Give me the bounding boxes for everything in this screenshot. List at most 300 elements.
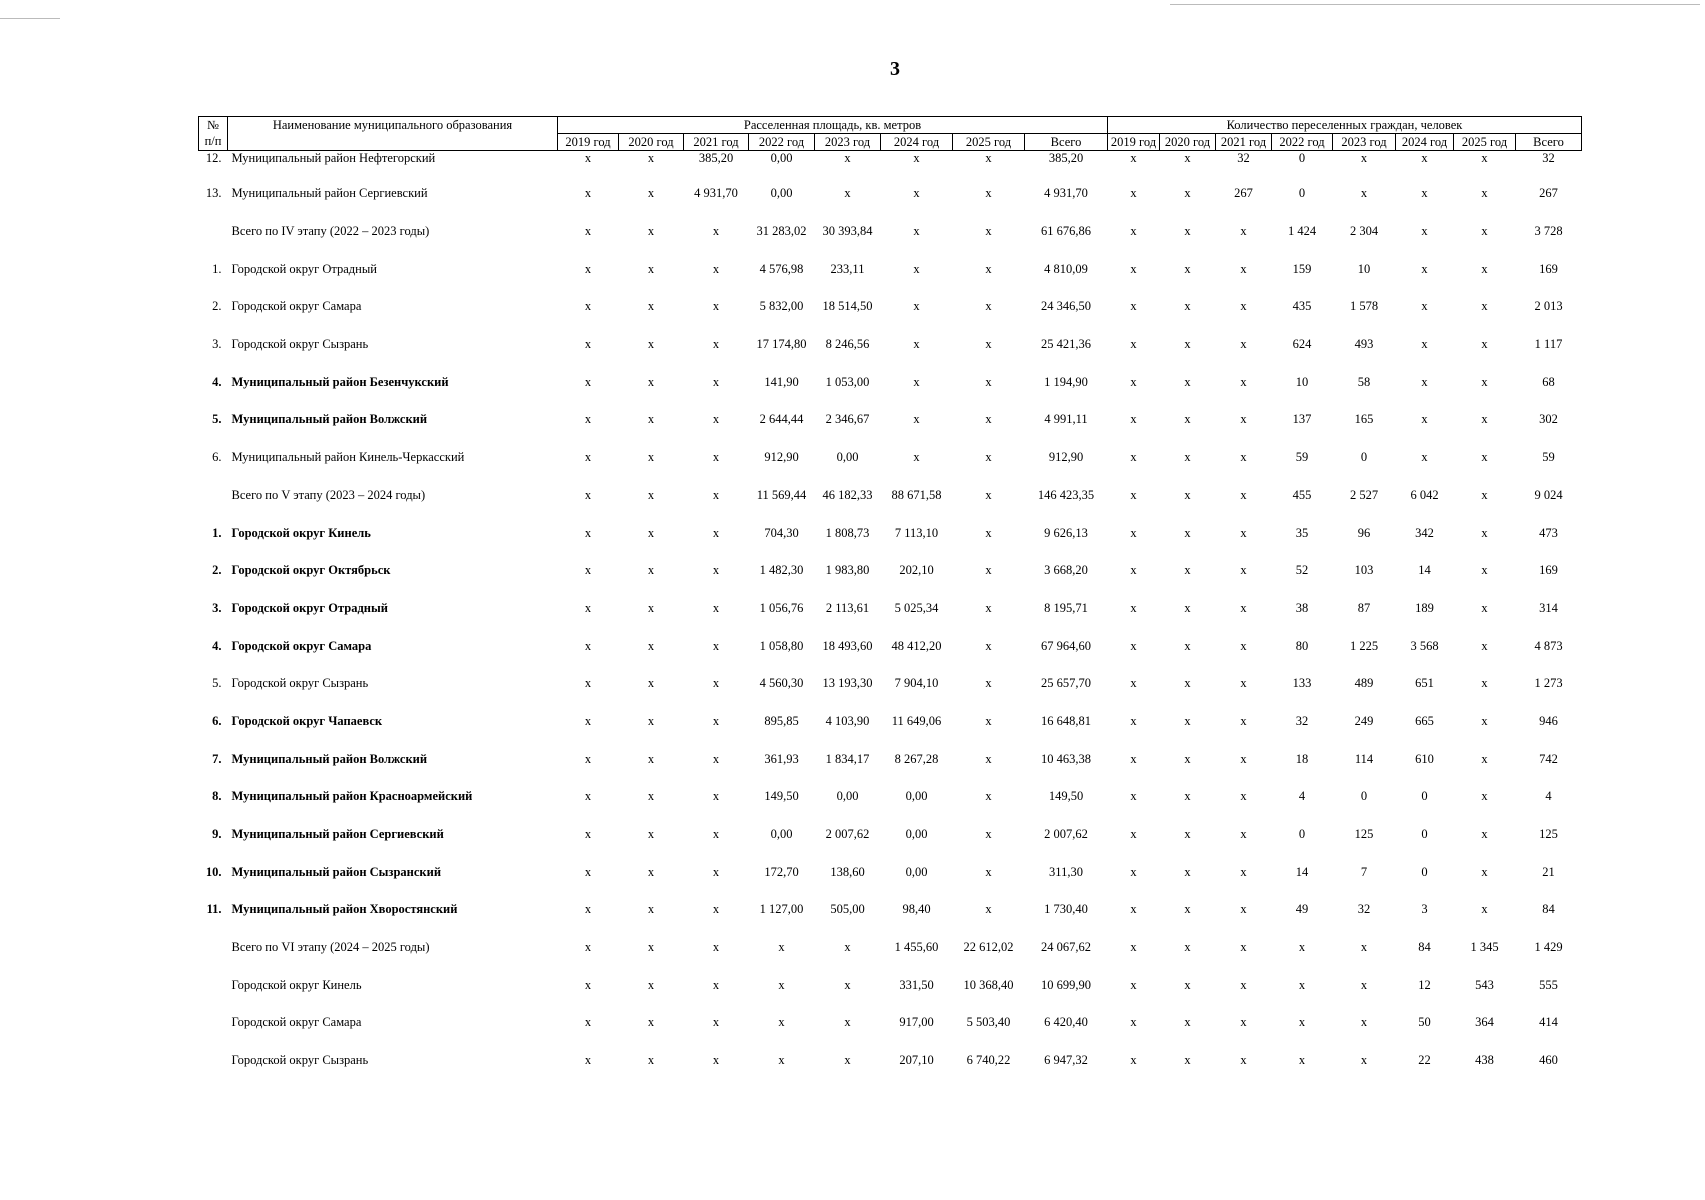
people-cell: 189 — [1415, 600, 1434, 615]
area-total-cell: 2 007,62 — [1044, 827, 1088, 842]
area-total-cell: 16 648,81 — [1041, 713, 1091, 728]
area-cell: х — [647, 713, 655, 728]
people-cell: х — [1184, 751, 1191, 766]
people-cell: 165 — [1354, 412, 1374, 427]
area-cell: х — [712, 713, 720, 728]
people-cell: 7 — [1360, 864, 1368, 879]
people-cell: 10 — [1295, 374, 1309, 389]
people-cell: 137 — [1292, 412, 1312, 427]
table-row — [199, 853, 1582, 891]
area-cell: х — [584, 337, 592, 352]
people-cell: 489 — [1354, 676, 1374, 691]
area-cell: х — [844, 186, 851, 201]
area-total-cell: 1 730,40 — [1044, 902, 1088, 917]
area-total-cell: 149,50 — [1048, 789, 1084, 804]
people-cell: 103 — [1354, 563, 1374, 578]
area-cell: х — [913, 151, 920, 165]
area-cell: 6 740,22 — [966, 1053, 1011, 1068]
table-row — [199, 175, 1582, 213]
header-num: № п/п — [199, 117, 228, 151]
row-number: 7. — [212, 751, 222, 766]
area-cell: х — [844, 977, 851, 992]
area-cell: х — [584, 1015, 592, 1030]
area-cell: х — [647, 864, 655, 879]
people-cell: х — [1240, 224, 1247, 239]
row-number: 12. — [205, 151, 222, 165]
row-number: 13. — [205, 186, 222, 201]
municipality-name: Всего по V этапу (2023 – 2024 годы) — [231, 487, 426, 502]
table-row — [199, 816, 1582, 854]
area-cell: 98,40 — [902, 902, 931, 917]
area-cell: 1 053,00 — [825, 374, 870, 389]
table-body — [199, 151, 1582, 1080]
people-cell: х — [1240, 676, 1247, 691]
area-cell: х — [985, 337, 992, 352]
people-cell: 80 — [1295, 638, 1309, 653]
people-cell: х — [1130, 902, 1137, 917]
table-row — [199, 778, 1582, 816]
people-cell: х — [1130, 977, 1137, 992]
people-cell: х — [1184, 374, 1191, 389]
people-cell: 159 — [1292, 261, 1312, 276]
area-cell: 5 025,34 — [894, 600, 939, 615]
people-cell: 32 — [1295, 713, 1309, 728]
area-cell: 149,50 — [764, 789, 799, 804]
area-cell: 202,10 — [899, 563, 934, 578]
people-cell: х — [1130, 186, 1137, 201]
row-number — [199, 1004, 228, 1042]
municipality-name: Городской округ Кинель — [231, 977, 362, 992]
people-cell: х — [1184, 525, 1191, 540]
municipality-name: Муниципальный район Волжский — [231, 412, 428, 427]
area-total-cell: 25 421,36 — [1041, 337, 1091, 352]
people-cell: х — [1298, 977, 1306, 992]
area-cell: 4 931,70 — [694, 186, 738, 201]
area-cell: 11 569,44 — [756, 487, 807, 502]
table-row — [199, 590, 1582, 628]
people-cell: х — [1130, 789, 1137, 804]
area-cell: 1 058,80 — [759, 638, 804, 653]
header-year: 2023 год — [1333, 134, 1396, 151]
people-cell: х — [1130, 450, 1137, 465]
people-cell: х — [1360, 186, 1368, 201]
area-total-cell: 24 346,50 — [1041, 299, 1091, 314]
area-cell: х — [985, 186, 992, 201]
municipality-name: Городской округ Самара — [231, 638, 372, 653]
people-cell: х — [1481, 450, 1488, 465]
people-cell: 22 — [1418, 1053, 1431, 1068]
people-cell: х — [1184, 676, 1191, 691]
municipality-name: Городской округ Октябрьск — [231, 563, 391, 578]
people-total-cell: 1 273 — [1534, 676, 1563, 691]
people-cell: х — [1184, 600, 1191, 615]
row-number: 5. — [212, 412, 222, 427]
people-total-cell: 169 — [1539, 563, 1558, 578]
area-cell: 172,70 — [764, 864, 799, 879]
area-cell: х — [584, 224, 592, 239]
area-cell: х — [913, 299, 920, 314]
resettlement-table — [198, 116, 1582, 1080]
people-cell: 249 — [1354, 713, 1374, 728]
people-cell: х — [1481, 525, 1488, 540]
row-number: 6. — [212, 713, 222, 728]
people-cell: х — [1240, 299, 1247, 314]
area-cell: х — [584, 487, 592, 502]
header-year: 2024 год — [881, 134, 953, 151]
area-total-cell: 9 626,13 — [1044, 525, 1088, 540]
municipality-name: Муниципальный район Красноармейский — [231, 789, 473, 804]
people-cell: х — [1481, 751, 1488, 766]
people-cell: х — [1240, 977, 1247, 992]
header-year: 2022 год — [1272, 134, 1333, 151]
people-cell: 10 — [1357, 261, 1371, 276]
area-cell: х — [712, 676, 720, 691]
area-cell: х — [647, 940, 655, 955]
people-cell: х — [1130, 374, 1137, 389]
table-row — [199, 477, 1582, 515]
area-cell: х — [584, 977, 592, 992]
people-total-cell: 946 — [1539, 713, 1558, 728]
area-cell: х — [985, 224, 992, 239]
people-cell: х — [1481, 713, 1488, 728]
table-row — [199, 703, 1582, 741]
people-cell: х — [1130, 827, 1137, 842]
people-cell: х — [1360, 1015, 1368, 1030]
people-cell: х — [1421, 151, 1428, 165]
area-cell: х — [647, 600, 655, 615]
people-cell: х — [1184, 151, 1191, 165]
area-cell: х — [985, 600, 992, 615]
people-cell: х — [1130, 864, 1137, 879]
area-total-cell: 67 964,60 — [1041, 638, 1091, 653]
area-cell: х — [913, 337, 920, 352]
people-cell: х — [1481, 864, 1488, 879]
header-name: Наименование муниципального образования — [228, 117, 558, 151]
row-number: 1. — [212, 261, 222, 276]
area-cell: х — [712, 600, 720, 615]
header-year: 2021 год — [684, 134, 749, 151]
people-total-cell: 414 — [1539, 1015, 1558, 1030]
table-row — [199, 627, 1582, 665]
people-cell: 84 — [1418, 940, 1431, 955]
people-cell: х — [1130, 487, 1137, 502]
people-cell: 0 — [1298, 151, 1306, 165]
area-cell: х — [584, 827, 592, 842]
area-cell: х — [647, 563, 655, 578]
area-total-cell: 4 991,11 — [1044, 412, 1088, 427]
area-cell: х — [584, 525, 592, 540]
people-cell: х — [1130, 600, 1137, 615]
people-cell: х — [1184, 940, 1191, 955]
people-cell: х — [1421, 299, 1428, 314]
header-year: 2025 год — [1454, 134, 1516, 151]
area-total-cell: 6 420,40 — [1044, 1015, 1088, 1030]
area-total-cell: 4 931,70 — [1044, 186, 1088, 201]
area-total-cell: 61 676,86 — [1041, 224, 1091, 239]
page-number: 3 — [890, 58, 900, 80]
people-cell: 543 — [1475, 977, 1494, 992]
people-cell: х — [1130, 299, 1137, 314]
people-total-cell: 2 013 — [1534, 299, 1563, 314]
people-cell: 58 — [1357, 374, 1371, 389]
people-cell: х — [1481, 299, 1488, 314]
people-cell: х — [1481, 600, 1488, 615]
municipality-name: Всего по VI этапу (2024 – 2025 годы) — [231, 940, 430, 955]
people-cell: 1 345 — [1470, 940, 1499, 955]
people-cell: х — [1360, 940, 1368, 955]
header-total: Всего — [1025, 134, 1108, 151]
people-cell: 455 — [1292, 487, 1312, 502]
people-cell: 1 424 — [1287, 224, 1317, 239]
area-cell: х — [778, 977, 785, 992]
area-total-cell: 912,90 — [1048, 450, 1084, 465]
people-cell: 493 — [1354, 337, 1374, 352]
people-cell: х — [1130, 751, 1137, 766]
area-total-cell: 3 668,20 — [1044, 563, 1088, 578]
people-cell: х — [1184, 261, 1191, 276]
header-year: 2025 год — [953, 134, 1025, 151]
people-total-cell: 125 — [1539, 827, 1558, 842]
area-cell: 1 808,73 — [825, 525, 870, 540]
header-year: 2021 год — [1216, 134, 1272, 151]
area-cell: х — [647, 638, 655, 653]
area-cell: х — [712, 224, 720, 239]
area-cell: 31 283,02 — [756, 224, 807, 239]
area-cell: 0,00 — [905, 864, 928, 879]
table-row — [199, 326, 1582, 364]
area-cell: х — [584, 751, 592, 766]
area-cell: х — [584, 374, 592, 389]
area-cell: х — [712, 1015, 720, 1030]
area-cell: х — [913, 186, 920, 201]
people-cell: х — [1130, 261, 1137, 276]
header-total: Всего — [1516, 134, 1582, 151]
people-cell: х — [1130, 337, 1137, 352]
area-cell: х — [647, 261, 655, 276]
people-cell: х — [1421, 261, 1428, 276]
area-cell: х — [584, 902, 592, 917]
people-total-cell: 4 — [1545, 789, 1552, 804]
people-total-cell: 555 — [1539, 977, 1558, 992]
area-cell: 207,10 — [899, 1053, 934, 1068]
area-cell: 0,00 — [770, 827, 793, 842]
area-cell: х — [844, 1015, 851, 1030]
area-cell: х — [712, 261, 720, 276]
row-number: 4. — [212, 638, 222, 653]
people-cell: х — [1481, 563, 1488, 578]
people-cell: х — [1184, 789, 1191, 804]
table-row — [199, 288, 1582, 326]
row-number — [199, 929, 228, 967]
area-cell: х — [913, 224, 920, 239]
area-cell: х — [584, 450, 592, 465]
people-cell: х — [1481, 186, 1488, 201]
area-cell: х — [647, 525, 655, 540]
area-cell: х — [647, 487, 655, 502]
people-cell: х — [1240, 713, 1247, 728]
area-cell: х — [712, 450, 720, 465]
people-cell: х — [1240, 374, 1247, 389]
area-cell: 1 127,00 — [759, 902, 804, 917]
table-row — [199, 514, 1582, 552]
municipality-name: Городской округ Самара — [231, 299, 362, 314]
people-cell: х — [1130, 638, 1137, 653]
area-cell: х — [647, 751, 655, 766]
area-cell: х — [647, 450, 655, 465]
area-cell: 7 113,10 — [894, 525, 939, 540]
area-cell: 4 576,98 — [759, 261, 804, 276]
area-cell: х — [985, 525, 992, 540]
area-cell: х — [712, 525, 720, 540]
area-cell: х — [584, 789, 592, 804]
area-cell: х — [913, 450, 920, 465]
people-cell: х — [1240, 902, 1247, 917]
people-cell: х — [1421, 374, 1428, 389]
people-cell: х — [1184, 864, 1191, 879]
people-cell: х — [1184, 638, 1191, 653]
people-cell: 624 — [1292, 337, 1312, 352]
people-cell: 3 568 — [1410, 638, 1439, 653]
table-row — [199, 151, 1582, 176]
people-cell: х — [1298, 1015, 1306, 1030]
header-people-group: Количество переселенных граждан, человек — [1108, 117, 1582, 134]
area-cell: х — [844, 940, 851, 955]
area-cell: х — [985, 374, 992, 389]
area-total-cell: 6 947,32 — [1044, 1053, 1088, 1068]
people-total-cell: 32 — [1542, 151, 1555, 165]
area-cell: 2 346,67 — [825, 412, 870, 427]
area-cell: х — [985, 864, 992, 879]
area-cell: х — [712, 940, 720, 955]
people-cell: х — [1421, 224, 1428, 239]
area-cell: х — [712, 827, 720, 842]
area-cell: х — [584, 676, 592, 691]
area-cell: х — [647, 151, 655, 165]
people-cell: х — [1240, 940, 1247, 955]
people-cell: 651 — [1415, 676, 1434, 691]
people-cell: х — [1130, 713, 1137, 728]
people-cell: х — [1184, 1015, 1191, 1030]
people-cell: 2 304 — [1349, 224, 1379, 239]
people-cell: х — [1240, 864, 1247, 879]
area-cell: х — [985, 902, 992, 917]
area-cell: х — [647, 1053, 655, 1068]
people-cell: 18 — [1295, 751, 1309, 766]
people-cell: х — [1481, 487, 1488, 502]
area-cell: х — [985, 638, 992, 653]
area-cell: х — [647, 676, 655, 691]
people-cell: х — [1240, 261, 1247, 276]
area-cell: х — [778, 940, 785, 955]
people-cell: х — [1184, 563, 1191, 578]
header-area-group: Расселенная площадь, кв. метров — [558, 117, 1108, 134]
table-row — [199, 213, 1582, 251]
people-cell: х — [1240, 600, 1247, 615]
area-cell: 1 056,76 — [759, 600, 804, 615]
people-cell: х — [1240, 487, 1247, 502]
area-cell: х — [647, 337, 655, 352]
people-cell: х — [1240, 563, 1247, 578]
area-total-cell: 24 067,62 — [1041, 940, 1091, 955]
people-cell: х — [1130, 224, 1137, 239]
header-year: 2019 год — [1108, 134, 1160, 151]
area-cell: 895,85 — [764, 713, 799, 728]
area-cell: 0,00 — [770, 151, 793, 165]
table-row — [199, 250, 1582, 288]
table-row — [199, 891, 1582, 929]
people-cell: х — [1240, 789, 1247, 804]
people-total-cell: 267 — [1539, 186, 1558, 201]
people-cell: х — [1240, 638, 1247, 653]
row-number — [199, 213, 228, 251]
area-cell: 0,00 — [836, 789, 859, 804]
municipality-name: Муниципальный район Кинель-Черкасский — [231, 450, 465, 465]
people-cell: 49 — [1295, 902, 1309, 917]
people-total-cell: 302 — [1539, 412, 1558, 427]
people-cell: 0 — [1421, 789, 1428, 804]
area-cell: 917,00 — [899, 1015, 934, 1030]
area-cell: 0,00 — [770, 186, 793, 201]
area-cell: х — [712, 487, 720, 502]
area-cell: 141,90 — [764, 374, 799, 389]
people-cell: х — [1481, 827, 1488, 842]
people-cell: х — [1481, 151, 1488, 165]
people-cell: х — [1421, 337, 1428, 352]
area-cell: 233,11 — [830, 261, 865, 276]
people-cell: 38 — [1295, 600, 1309, 615]
people-cell: 125 — [1354, 827, 1374, 842]
area-cell: 912,90 — [764, 450, 799, 465]
people-cell: х — [1421, 186, 1428, 201]
area-cell: 1 482,30 — [759, 563, 804, 578]
header-year: 2023 год — [815, 134, 881, 151]
area-cell: 361,93 — [764, 751, 799, 766]
area-cell: х — [985, 299, 992, 314]
area-cell: х — [584, 638, 592, 653]
area-cell: х — [985, 827, 992, 842]
row-number: 4. — [212, 374, 222, 389]
area-cell: х — [584, 600, 592, 615]
row-number — [199, 477, 228, 515]
municipality-name: Городской округ Самара — [231, 1015, 362, 1030]
table-row — [199, 439, 1582, 477]
people-cell: 96 — [1357, 525, 1371, 540]
people-cell: х — [1184, 487, 1191, 502]
people-cell: 87 — [1357, 600, 1371, 615]
area-cell: х — [584, 186, 592, 201]
area-cell: х — [985, 450, 992, 465]
area-cell: 10 368,40 — [963, 977, 1014, 992]
people-cell: х — [1240, 751, 1247, 766]
area-cell: 2 644,44 — [759, 412, 804, 427]
people-cell: 114 — [1354, 751, 1374, 766]
area-total-cell: 1 194,90 — [1044, 374, 1088, 389]
area-cell: х — [712, 902, 720, 917]
table-row — [199, 929, 1582, 967]
people-cell: 342 — [1415, 525, 1434, 540]
area-cell: х — [647, 374, 655, 389]
area-cell: х — [712, 977, 720, 992]
people-cell: х — [1184, 827, 1191, 842]
header-year: 2020 год — [619, 134, 684, 151]
area-cell: х — [584, 713, 592, 728]
people-cell: 50 — [1418, 1015, 1431, 1030]
municipality-name: Городской округ Сызрань — [231, 676, 369, 691]
people-cell: х — [1481, 412, 1488, 427]
people-cell: х — [1184, 713, 1191, 728]
row-number: 2. — [212, 563, 222, 578]
people-cell: 610 — [1415, 751, 1434, 766]
